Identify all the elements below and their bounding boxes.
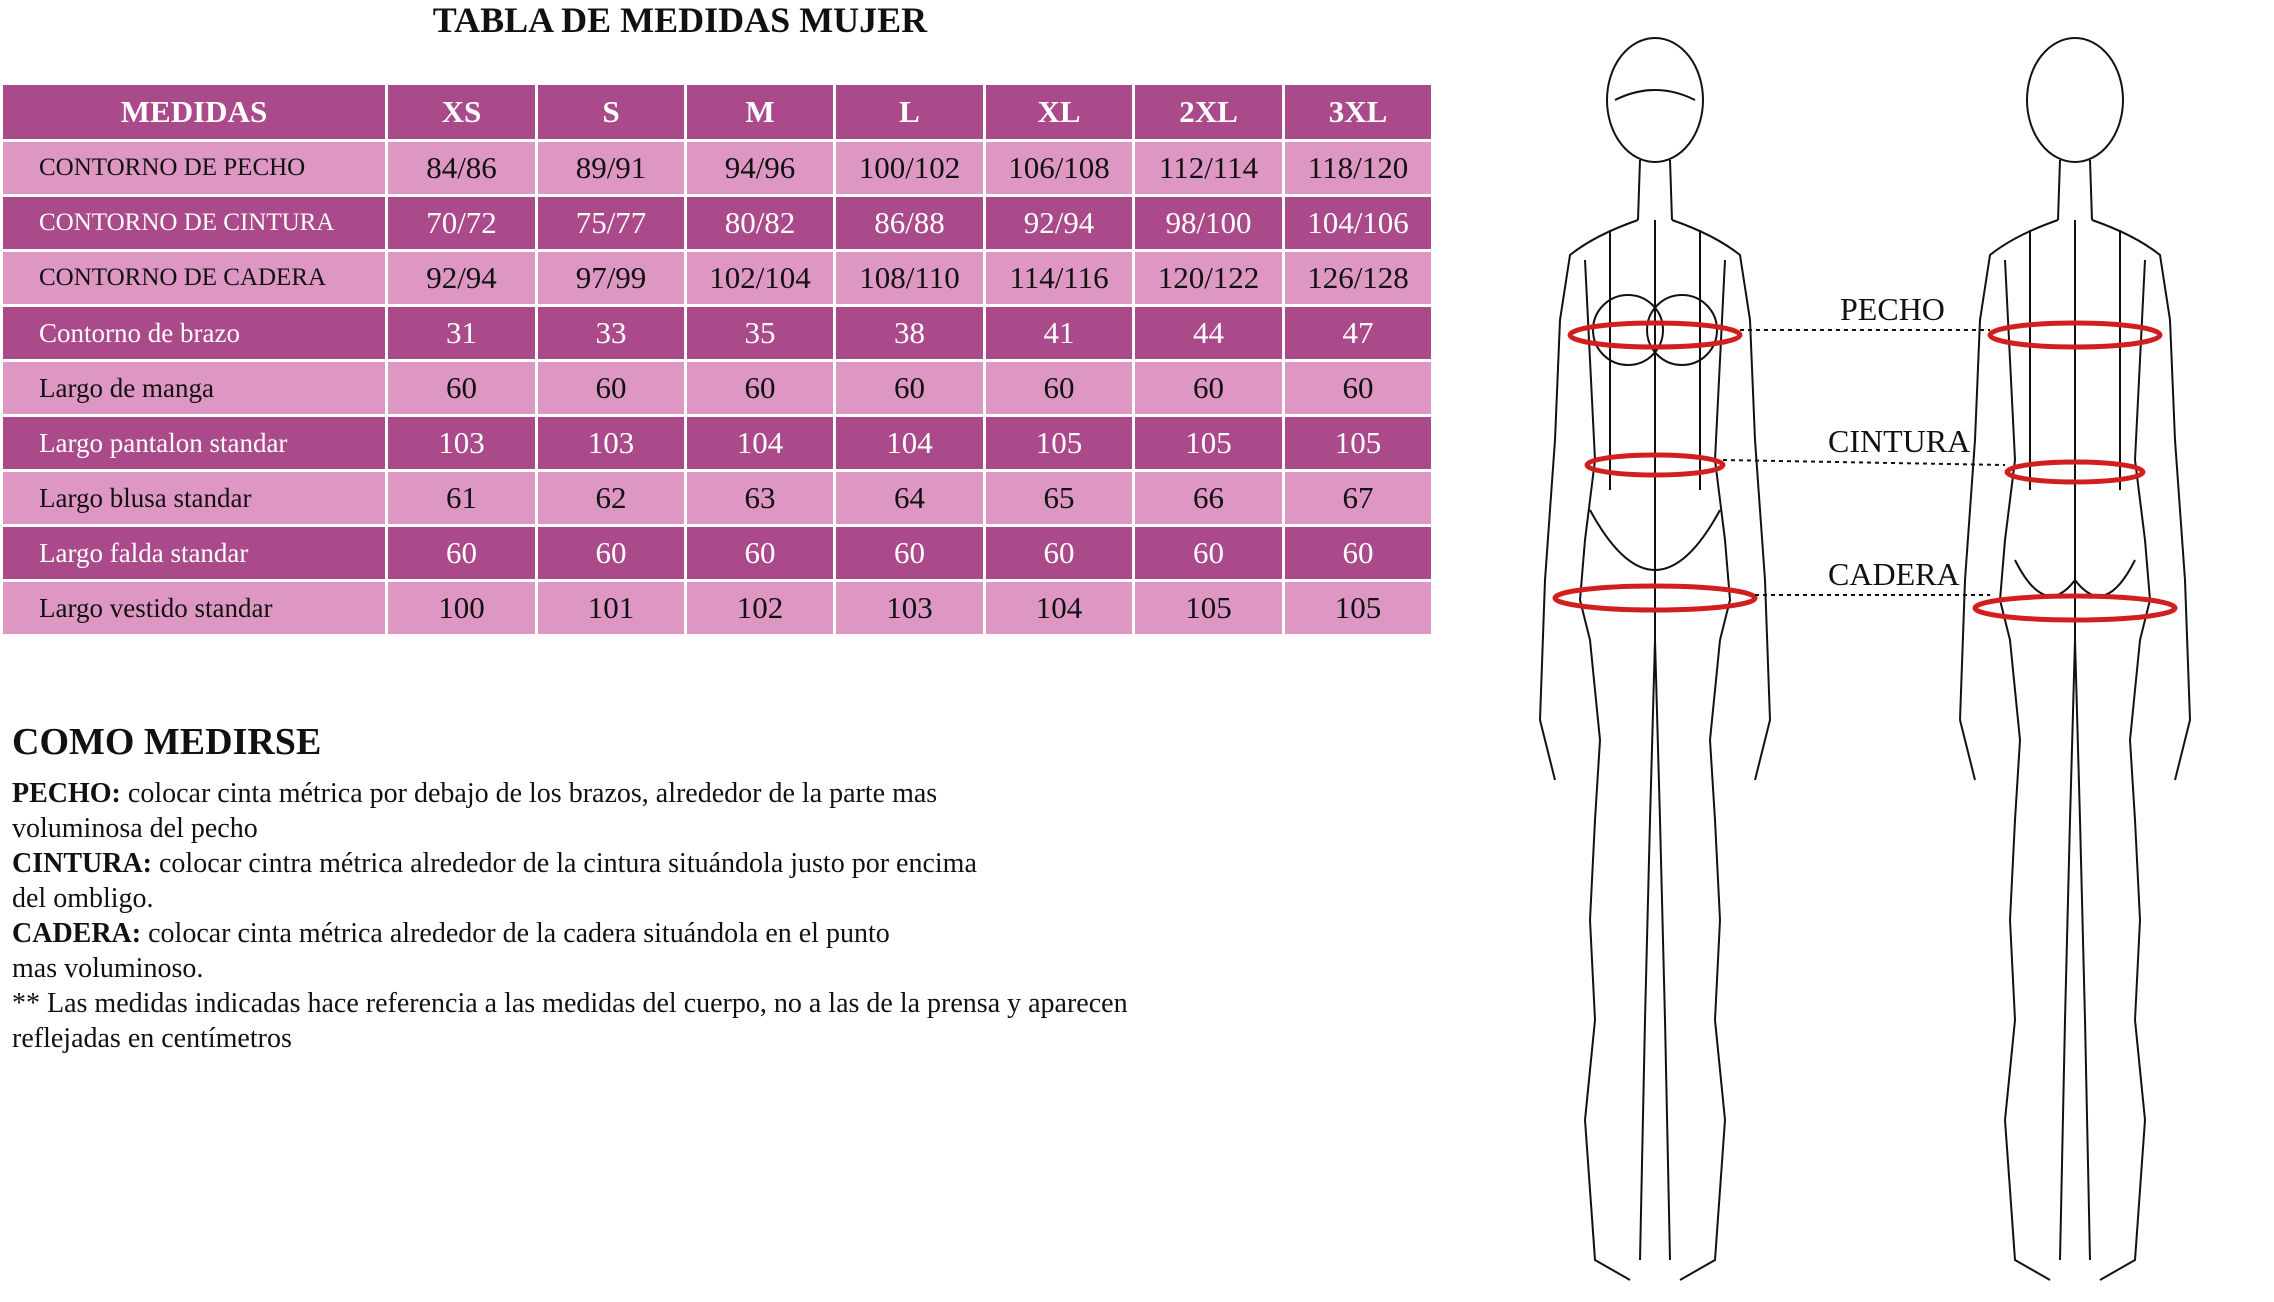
- table-cell: 60: [387, 526, 537, 581]
- table-cell: 65: [985, 471, 1134, 526]
- table-cell: 60: [1134, 361, 1284, 416]
- table-cell: 60: [537, 526, 686, 581]
- table-cell: 60: [985, 361, 1134, 416]
- header-size-l: L: [835, 84, 985, 141]
- table-cell: 70/72: [387, 196, 537, 251]
- table-cell: 105: [1134, 581, 1284, 636]
- header-size-2xl: 2XL: [1134, 84, 1284, 141]
- table-cell: 61: [387, 471, 537, 526]
- table-row: [2, 141, 1433, 196]
- cintura-instruction-cont: del ombligo.: [12, 883, 154, 914]
- size-table: [0, 82, 1434, 637]
- table-cell: 108/110: [835, 251, 985, 306]
- back-figure: [1960, 38, 2190, 1280]
- note-line: ** Las medidas indicadas hace referencia a las medidas del cuerpo, no a las de la prensa y aparecen: [12, 988, 1128, 1019]
- table-cell: 47: [1284, 306, 1433, 361]
- how-to-measure-title: COMO MEDIRSE: [12, 721, 322, 763]
- table-cell: 86/88: [835, 196, 985, 251]
- header-size-xs: XS: [387, 84, 537, 141]
- note-line-cont: reflejadas en centímetros: [12, 1023, 292, 1054]
- pecho-instruction: PECHO: colocar cinta métrica por debajo de los brazos, alrededor de la parte mas: [12, 778, 938, 809]
- table-row: [2, 361, 1433, 416]
- table-cell: 63: [686, 471, 835, 526]
- table-cell: 103: [387, 416, 537, 471]
- table-cell: 64: [835, 471, 985, 526]
- table-cell: 105: [1134, 416, 1284, 471]
- row-label: CONTORNO DE CINTURA: [2, 196, 387, 251]
- how-to-measure-section: [12, 720, 1332, 1056]
- table-cell: 60: [1284, 526, 1433, 581]
- table-cell: 89/91: [537, 141, 686, 196]
- row-label: CONTORNO DE CADERA: [2, 251, 387, 306]
- table-cell: 60: [686, 361, 835, 416]
- pecho-instruction-cont: voluminosa del pecho: [12, 813, 258, 844]
- header-size-s: S: [537, 84, 686, 141]
- table-cell: 60: [686, 526, 835, 581]
- table-cell: 60: [835, 526, 985, 581]
- row-label: Largo pantalon standar: [2, 416, 387, 471]
- header-size-m: M: [686, 84, 835, 141]
- table-row: [2, 196, 1433, 251]
- table-cell: 100: [387, 581, 537, 636]
- table-cell: 92/94: [985, 196, 1134, 251]
- table-cell: 103: [835, 581, 985, 636]
- table-cell: 75/77: [537, 196, 686, 251]
- table-cell: 60: [1284, 361, 1433, 416]
- table-cell: 105: [985, 416, 1134, 471]
- front-figure: [1540, 38, 1770, 1280]
- table-cell: 84/86: [387, 141, 537, 196]
- table-cell: 60: [537, 361, 686, 416]
- table-cell: 101: [537, 581, 686, 636]
- cadera-instruction-cont: mas voluminoso.: [12, 953, 204, 984]
- table-cell: 66: [1134, 471, 1284, 526]
- table-cell: 106/108: [985, 141, 1134, 196]
- table-cell: 114/116: [985, 251, 1134, 306]
- table-cell: 104/106: [1284, 196, 1433, 251]
- table-cell: 60: [387, 361, 537, 416]
- figure-label-cintura: CINTURA: [1828, 423, 1971, 459]
- table-cell: 92/94: [387, 251, 537, 306]
- table-cell: 100/102: [835, 141, 985, 196]
- body-figures-illustration: [1500, 20, 2274, 1300]
- table-cell: 41: [985, 306, 1134, 361]
- table-cell: 80/82: [686, 196, 835, 251]
- table-cell: 31: [387, 306, 537, 361]
- table-row: [2, 416, 1433, 471]
- table-cell: 60: [985, 526, 1134, 581]
- row-label: Contorno de brazo: [2, 306, 387, 361]
- table-cell: 98/100: [1134, 196, 1284, 251]
- table-cell: 103: [537, 416, 686, 471]
- table-row: [2, 526, 1433, 581]
- table-cell: 102/104: [686, 251, 835, 306]
- table-row: [2, 581, 1433, 636]
- table-cell: 104: [835, 416, 985, 471]
- table-row: [2, 251, 1433, 306]
- cadera-instruction: CADERA: colocar cinta métrica alrededor de la cadera situándola en el punto: [12, 918, 890, 949]
- row-label: Largo de manga: [2, 361, 387, 416]
- row-label: CONTORNO DE PECHO: [2, 141, 387, 196]
- table-cell: 97/99: [537, 251, 686, 306]
- page-title: TABLA DE MEDIDAS MUJER: [432, 0, 928, 40]
- table-cell: 62: [537, 471, 686, 526]
- table-cell: 105: [1284, 416, 1433, 471]
- table-cell: 60: [835, 361, 985, 416]
- table-cell: 104: [985, 581, 1134, 636]
- table-cell: 102: [686, 581, 835, 636]
- row-label: Largo vestido standar: [2, 581, 387, 636]
- table-cell: 118/120: [1284, 141, 1433, 196]
- table-cell: 94/96: [686, 141, 835, 196]
- figure-label-pecho: PECHO: [1840, 291, 1945, 327]
- table-cell: 44: [1134, 306, 1284, 361]
- header-size-3xl: 3XL: [1284, 84, 1433, 141]
- table-cell: 104: [686, 416, 835, 471]
- cintura-instruction: CINTURA: colocar cintra métrica alrededor de la cintura situándola justo por encima: [12, 848, 977, 879]
- header-size-xl: XL: [985, 84, 1134, 141]
- row-label: Largo falda standar: [2, 526, 387, 581]
- table-cell: 67: [1284, 471, 1433, 526]
- table-cell: 33: [537, 306, 686, 361]
- table-cell: 38: [835, 306, 985, 361]
- table-cell: 120/122: [1134, 251, 1284, 306]
- table-cell: 60: [1134, 526, 1284, 581]
- table-cell: 35: [686, 306, 835, 361]
- row-label: Largo blusa standar: [2, 471, 387, 526]
- table-cell: 112/114: [1134, 141, 1284, 196]
- table-header-row: [2, 84, 1433, 141]
- table-cell: 105: [1284, 581, 1433, 636]
- table-row: [2, 471, 1433, 526]
- table-row: [2, 306, 1433, 361]
- header-medidas: MEDIDAS: [2, 84, 387, 141]
- table-cell: 126/128: [1284, 251, 1433, 306]
- figure-label-cadera: CADERA: [1828, 556, 1960, 592]
